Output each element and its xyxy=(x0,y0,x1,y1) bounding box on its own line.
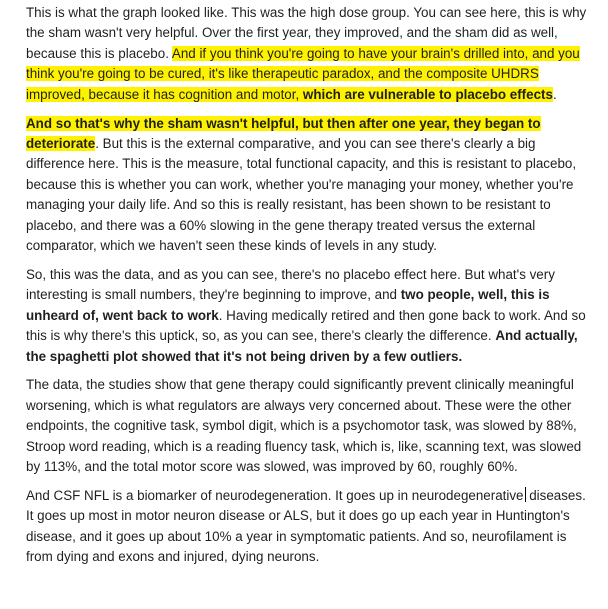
paragraph-4 xyxy=(26,375,594,477)
paragraph-1-text: This is what the graph looked like. This was the high dose group. You can see here, this is why the sham wasn't very helpful. Over the first year, they improved, and the sham did as well, because this is placebo. xyxy=(26,5,587,61)
paragraph-3-text-2: . Having medically retired and then gone back to work. And so this is why there's this uptick, so, as you can see, there's clearly the difference. xyxy=(26,307,586,344)
bold-text-2: And actually, the spaghetti plot showed that it's not being driven by a few outliers. xyxy=(26,328,578,364)
paragraph-2-text: . But this is the external comparative, and you can see there's clearly a big difference here. This is the measure, total functional capacity, and this is resistant to placebo, because this is whether you can work, whether you're managing your money, whether you're managing your daily life. And so this is really resistant, has been shown to be resistant to placebo, and there was a 60% slowing in the gene therapy treated versus the external comparator, which we haven't seen these kinds of levels in any study. xyxy=(26,135,577,253)
paragraph-5 xyxy=(26,486,594,568)
bold-highlighted-text: which are vulnerable to placebo effects xyxy=(302,86,553,102)
paragraph-3-text: So, this was the data, and as you can see, there's no placebo effect here. But what's very interesting is small numbers, they're beginning to improve, and xyxy=(26,266,555,303)
paragraph-1-end: . xyxy=(552,86,557,102)
paragraph-5-text-2: diseases. It goes up most in motor neuron disease or ALS, but it does go up each year in Huntington's disease, and it goes up about 10% a year in symptomatic patients. And so, neurofilament is from dying and exons and injured, dying neurons. xyxy=(26,487,586,565)
paragraph-2 xyxy=(26,114,594,257)
bold-text: two people, well, this is unheard of, went back to work xyxy=(26,287,550,323)
paragraph-5-text: And CSF NFL is a biomarker of neurodegeneration. It goes up in neurodegenerative xyxy=(26,487,524,503)
document-body[interactable] xyxy=(26,3,594,576)
paragraph-1 xyxy=(26,3,594,105)
highlighted-text: And if you think you're going to have your brain's drilled into, and you think you're going to be cured, it's like therapeutic paradox, and the composite UHDRS improved, because it has cognition and motor, xyxy=(26,45,580,102)
bold-highlighted-text: And so that's why the sham wasn't helpful, but then after one year, they began to deteriorate xyxy=(26,115,541,151)
paragraph-4-text: The data, the studies show that gene therapy could significantly prevent clinically meaningful worsening, which is what regulators are always very concerned about. These were the other endpoints, the cognitive task, symbol digit, which is a psychomotor task, was slowed by 88%, Stroop word reading, which is a reading fluency task, which is, like, scanning text, was slowed by 113%, and the total motor score was slowed, was improved by 60, roughly 60%. xyxy=(26,377,582,475)
paragraph-3 xyxy=(26,265,594,367)
